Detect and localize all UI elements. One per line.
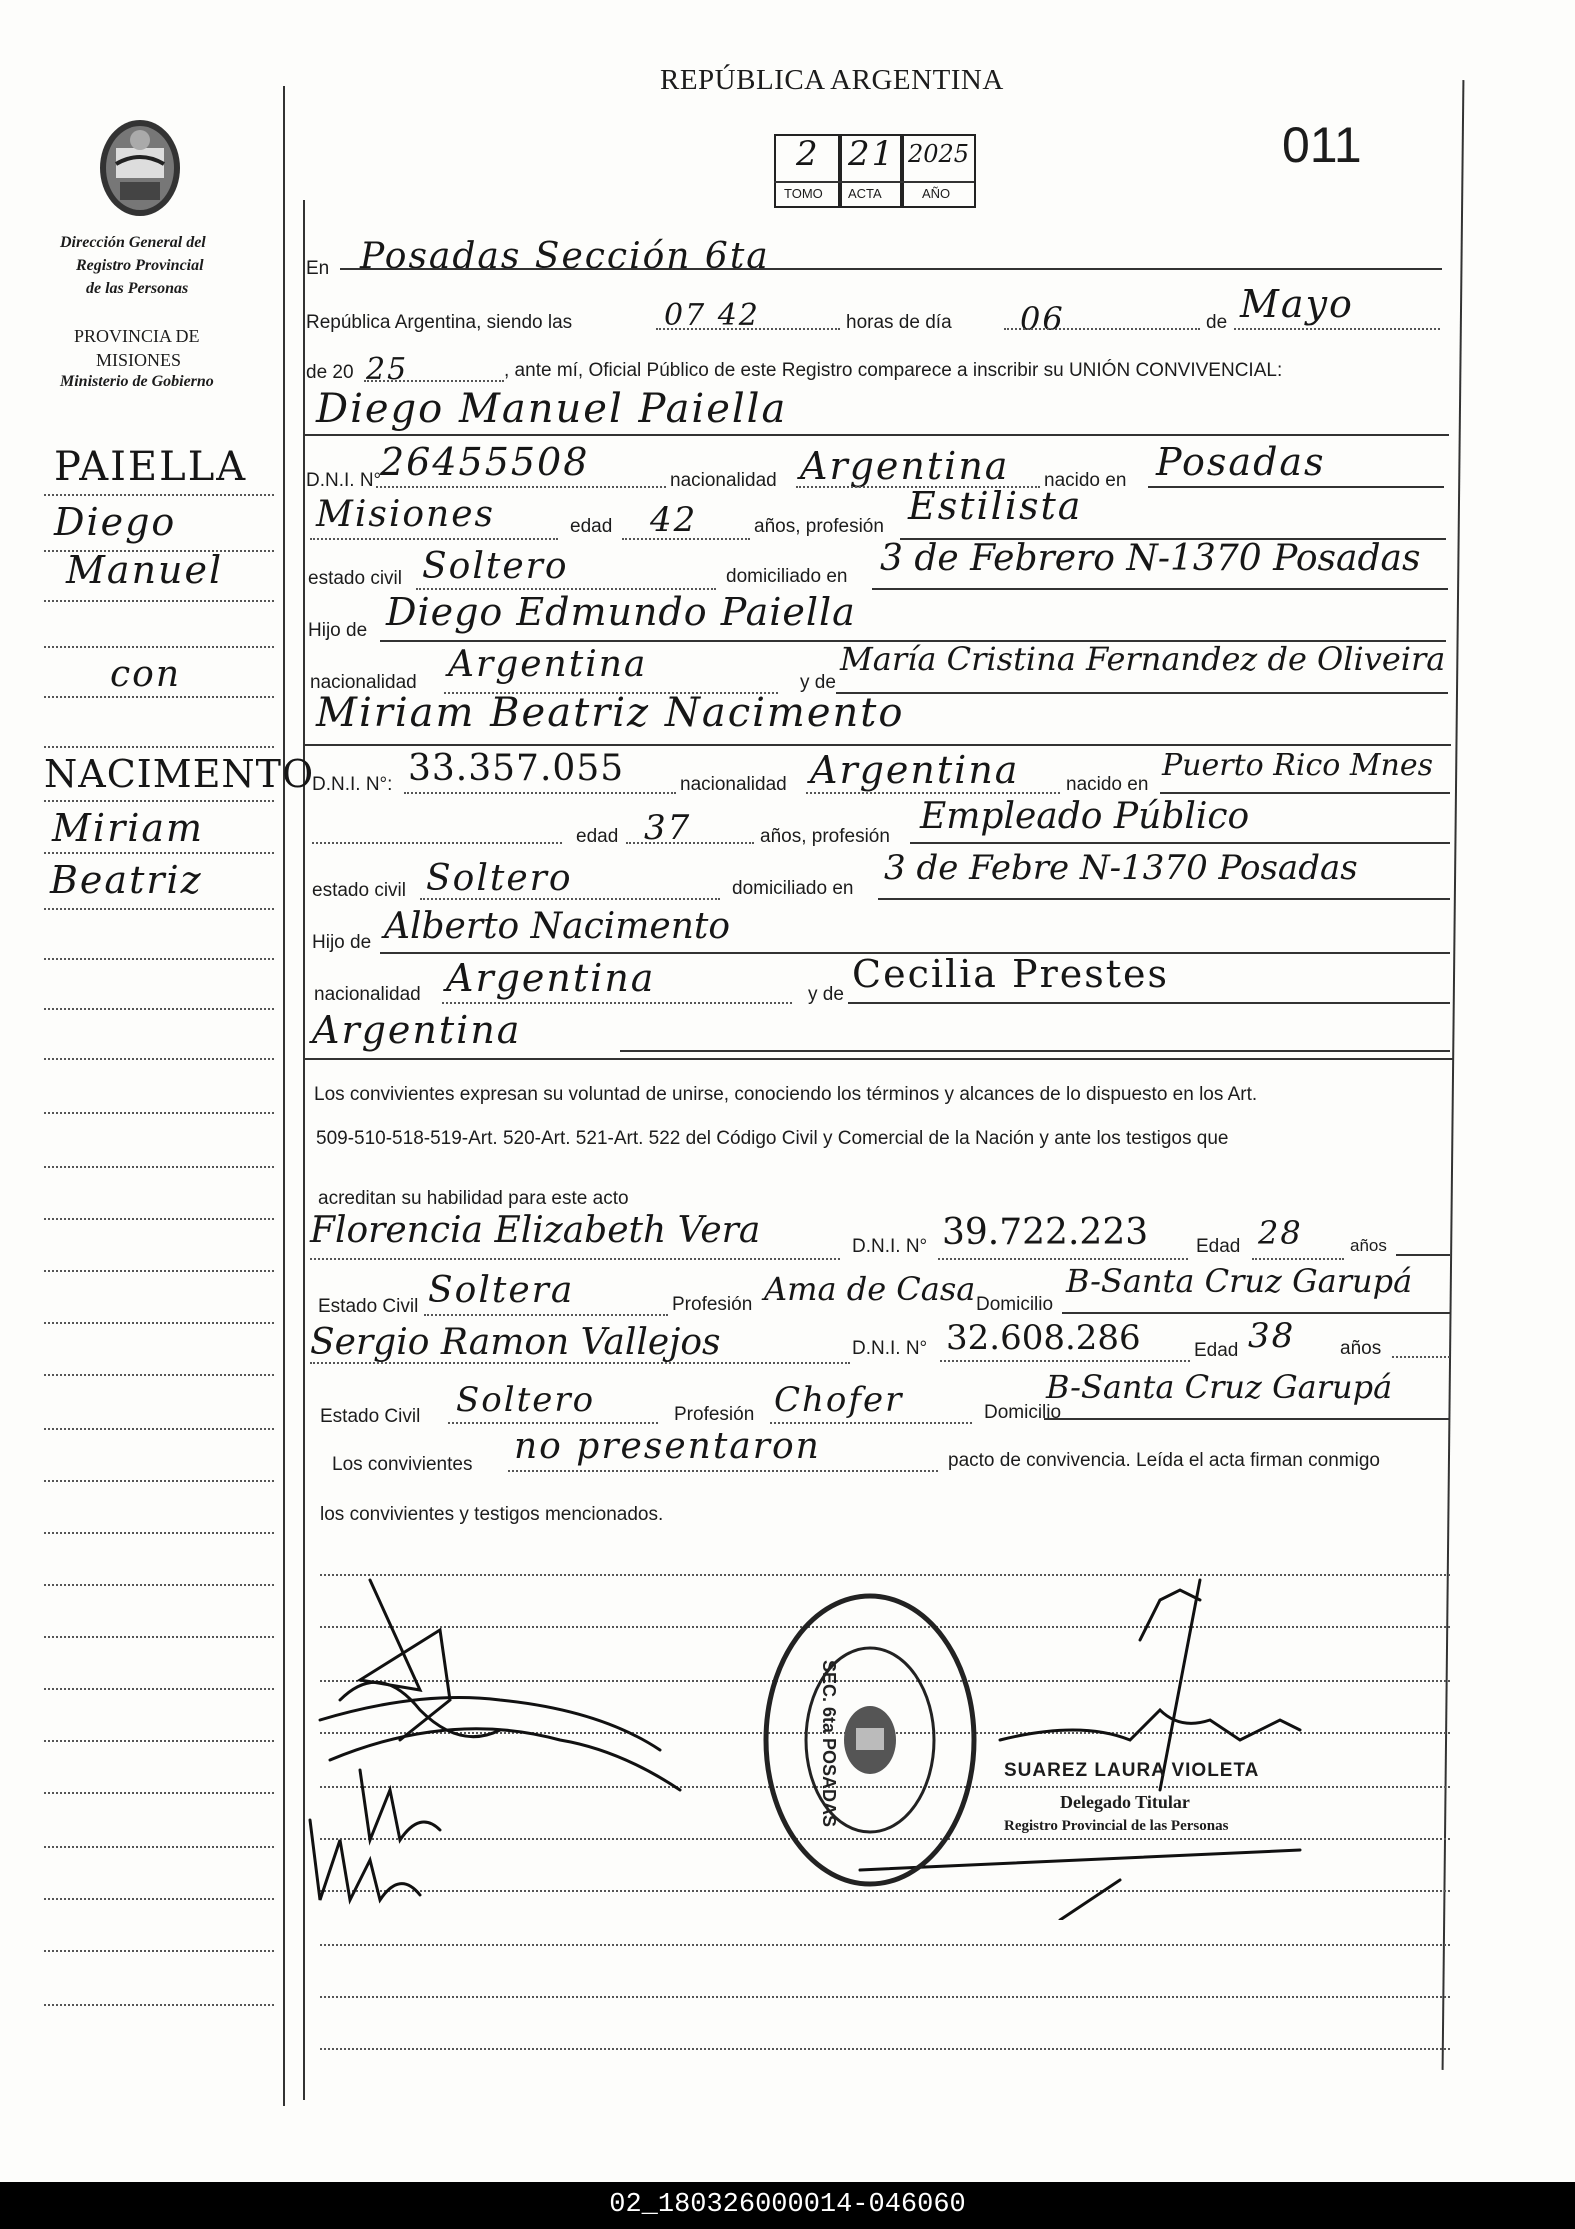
witness2-dom: B-Santa Cruz Garupá — [1046, 1368, 1393, 1406]
person1-padre: Diego Edmundo Paiella — [386, 590, 856, 634]
person1-madre-rule — [836, 692, 1448, 694]
month-rule — [1234, 328, 1440, 330]
witness1-civil: Soltera — [428, 1270, 575, 1311]
person2-civil-rule — [420, 898, 720, 900]
day-rule — [1004, 328, 1200, 330]
sidebar-rule — [44, 696, 274, 698]
person1-nacido-rule — [1148, 486, 1444, 488]
de-label: de — [1206, 312, 1228, 333]
sidebar-rule — [44, 1112, 274, 1114]
person1-nacido-label: nacido en — [1044, 470, 1127, 491]
tomo-label: TOMO — [784, 186, 823, 201]
legal-line3: acreditan su habilidad para este acto — [318, 1188, 629, 1209]
person1-nac: Argentina — [800, 444, 1010, 488]
sidebar-rule — [44, 1950, 274, 1952]
person2-blank-rule — [312, 842, 562, 844]
sidebar-given1b: Manuel — [66, 548, 224, 592]
left-border — [283, 86, 285, 2106]
witness2-anos-label: años — [1340, 1338, 1382, 1359]
witness2-civil-rule — [448, 1422, 658, 1424]
witness1-name: Florencia Elizabeth Vera — [310, 1210, 761, 1251]
person2-dom-rule — [878, 898, 1450, 900]
sidebar-rule — [44, 1740, 274, 1742]
person2-madre-rule — [848, 1002, 1450, 1004]
person2-nac2-label: nacionalidad — [314, 984, 421, 1005]
person1-padre-nac: Argentina — [448, 644, 648, 685]
sidebar-rule — [44, 1270, 274, 1272]
agency-line1: Dirección General del — [60, 234, 206, 251]
person2-prof-rule — [910, 842, 1450, 844]
person2-dni-label: D.N.I. N°: — [312, 774, 393, 795]
person2-prof-label: años, profesión — [760, 826, 890, 847]
person2-prof: Empleado Público — [920, 796, 1250, 837]
ra-label: República Argentina, siendo las — [306, 312, 573, 333]
sidebar-rule — [44, 1322, 274, 1324]
anio-value: 2025 — [908, 140, 970, 168]
person1-hijo-label: Hijo de — [308, 620, 368, 641]
person2-hijo-label: Hijo de — [312, 932, 372, 953]
sidebar-rule — [44, 1218, 274, 1220]
sidebar-surname1: PAIELLA — [54, 444, 248, 490]
witness1-anos-rule — [1396, 1254, 1450, 1256]
witness1-edad: 28 — [1258, 1214, 1303, 1252]
acta-label: ACTA — [848, 186, 882, 201]
closing-conv-value: no presentaron — [514, 1426, 821, 1467]
person2-edad: 37 — [644, 808, 692, 848]
person1-civil: Soltero — [422, 546, 569, 587]
witness1-anos-label: años — [1350, 1236, 1387, 1255]
person2-nacido-rule — [1160, 792, 1450, 794]
sidebar-rule — [44, 958, 274, 960]
year-value: 25 — [366, 352, 409, 387]
person2-nac-label: nacionalidad — [680, 774, 787, 795]
person1-civil-label: estado civil — [308, 568, 402, 589]
sidebar-rule — [44, 2004, 274, 2006]
person2-dom: 3 de Febre N-1370 Posadas — [884, 848, 1358, 888]
section-rule — [303, 434, 1449, 436]
sidebar-rule — [44, 1898, 274, 1900]
person1-prof: Estilista — [908, 484, 1083, 528]
person2-dni: 33.357.055 — [408, 748, 625, 789]
registry-stamp-icon — [760, 1590, 980, 1890]
country-title: REPÚBLICA ARGENTINA — [660, 64, 1004, 96]
sidebar-rule — [44, 1428, 274, 1430]
hour-rule — [656, 328, 840, 330]
sidebar-rule — [44, 746, 274, 748]
person1-nac-label: nacionalidad — [670, 470, 777, 491]
month-value: Mayo — [1240, 282, 1354, 326]
sidebar-rule — [44, 1374, 274, 1376]
tomo-value: 2 — [796, 134, 820, 174]
sidebar-rule — [44, 1480, 274, 1482]
closing-line2: los convivientes y testigos mencionados. — [320, 1504, 664, 1525]
sidebar-rule — [44, 1584, 274, 1586]
person2-padre: Alberto Nacimento — [384, 906, 731, 947]
section-rule — [303, 1058, 1453, 1060]
sidebar-rule — [44, 852, 274, 854]
person1-yde-label: y de — [800, 672, 836, 693]
person2-nacido-label: nacido en — [1066, 774, 1149, 795]
closing-conv-rule — [508, 1470, 938, 1472]
horas-label: horas de día — [846, 312, 952, 333]
person1-nacido2-rule — [310, 538, 558, 540]
act-code: 011 — [1282, 117, 1362, 173]
person2-name: Miriam Beatriz Nacimento — [316, 690, 905, 736]
witness2-dom-label: Domicilio — [984, 1402, 1062, 1423]
sidebar-con: con — [110, 654, 182, 695]
official-role: Delegado Titular — [1060, 1792, 1190, 1812]
document-code: 02_180326000014-046060 — [0, 2182, 1575, 2229]
box-divider — [774, 181, 974, 183]
person2-civil: Soltero — [426, 858, 573, 899]
signature-rule — [320, 2048, 1450, 2050]
person2-nac: Argentina — [810, 748, 1020, 792]
sidebar-rule — [44, 600, 274, 602]
person2-civil-label: estado civil — [312, 880, 406, 901]
person1-dni-rule — [376, 486, 666, 488]
witness2-dni-label: D.N.I. N° — [852, 1338, 928, 1359]
person1-nacido: Posadas — [1156, 440, 1326, 484]
person2-madre-nac: Argentina — [312, 1008, 522, 1052]
person1-dom: 3 de Febrero N-1370 Posadas — [880, 538, 1421, 579]
signature-rule — [320, 1996, 1450, 1998]
witness2-prof-rule — [770, 1422, 972, 1424]
witness2-name: Sergio Ramon Vallejos — [310, 1322, 721, 1363]
person1-nacido2: Misiones — [316, 494, 496, 535]
witness1-dom: B-Santa Cruz Garupá — [1066, 1262, 1413, 1300]
witness1-civil-rule — [424, 1314, 668, 1316]
person2-padre-nac-rule — [442, 1002, 792, 1004]
province-line2: MISIONES — [96, 350, 182, 370]
person1-nac2-label: nacionalidad — [310, 672, 417, 693]
person2-dni-rule — [404, 792, 676, 794]
person1-dom-label: domiciliado en — [726, 566, 848, 587]
sidebar-given1a: Diego — [54, 500, 177, 544]
witness1-dni: 39.722.223 — [942, 1212, 1149, 1253]
acta-value: 21 — [848, 134, 896, 174]
person2-madre-nac-rule — [620, 1050, 1450, 1052]
agency-line3: de las Personas — [86, 280, 189, 297]
witness1-dni-label: D.N.I. N° — [852, 1236, 928, 1257]
witness1-name-rule — [310, 1258, 840, 1260]
sidebar-rule — [44, 1166, 274, 1168]
ante-text: , ante mí, Oficial Público de este Registro comparece a inscribir su UNIÓN CONVIVENCIAL: — [504, 360, 1283, 381]
sidebar-rule — [44, 908, 274, 910]
legal-line2: 509-510-518-519-Art. 520-Art. 521-Art. 522 del Código Civil y Comercial de la Nación y ante los testigos que — [316, 1128, 1229, 1149]
witness2-name-rule — [310, 1362, 850, 1364]
closing-pacto: pacto de convivencia. Leída el acta firman conmigo — [948, 1450, 1380, 1471]
person2-padre-nac: Argentina — [446, 956, 656, 1000]
en-value: Posadas Sección 6ta — [360, 236, 770, 277]
witness1-dom-label: Domicilio — [976, 1294, 1054, 1315]
anio-label: AÑO — [922, 186, 951, 201]
sidebar-given2a: Miriam — [52, 806, 205, 850]
legal-line1: Los convivientes expresan su voluntad de unirse, conociendo los términos y alcances de lo dispuesto en los Art. — [314, 1084, 1258, 1105]
sidebar-rule — [44, 1058, 274, 1060]
person1-edad-label: edad — [570, 516, 613, 537]
en-label: En — [306, 258, 330, 279]
day-value: 06 — [1020, 300, 1065, 338]
witness2-dni-rule — [940, 1360, 1190, 1362]
person1-name: Diego Manuel Paiella — [316, 386, 788, 432]
witness2-dom-rule — [1044, 1418, 1450, 1420]
witness2-edad-label: Edad — [1194, 1340, 1239, 1361]
person1-prof-label: años, profesión — [754, 516, 884, 537]
sidebar-rule — [44, 1846, 274, 1848]
person1-madre: María Cristina Fernandez de Oliveira — [840, 640, 1446, 678]
person1-dni-label: D.N.I. N° — [306, 470, 382, 491]
agency-line2: Registro Provincial — [76, 257, 204, 274]
signature-rule — [320, 1944, 1450, 1946]
sidebar-rule — [44, 646, 274, 648]
en-rule — [340, 268, 1442, 270]
person1-edad-rule — [622, 538, 750, 540]
sidebar-rule — [44, 1792, 274, 1794]
person1-dom-rule — [872, 588, 1448, 590]
person1-edad: 42 — [650, 500, 698, 540]
witness1-dni-rule — [938, 1258, 1188, 1260]
person2-dom-label: domiciliado en — [732, 878, 854, 899]
witness1-edad-rule — [1252, 1258, 1344, 1260]
section-rule — [303, 744, 1451, 746]
witness1-prof: Ama de Casa — [764, 1270, 976, 1308]
year-prefix: de 20 — [306, 362, 354, 383]
witness2-edad: 38 — [1248, 1316, 1296, 1356]
witness1-edad-label: Edad — [1196, 1236, 1241, 1257]
person2-edad-label: edad — [576, 826, 619, 847]
closing-conv-label: Los convivientes — [332, 1454, 473, 1475]
sidebar-rule — [44, 1688, 274, 1690]
official-office: Registro Provincial de las Personas — [1004, 1818, 1229, 1834]
sidebar-rule — [44, 800, 274, 802]
person2-madre: Cecilia Prestes — [852, 952, 1170, 996]
witness1-dom-rule — [1062, 1312, 1450, 1314]
witness2-civil-label: Estado Civil — [320, 1406, 421, 1427]
sidebar-surname2: NACIMENTO — [44, 752, 315, 796]
person1-dni: 26455508 — [380, 440, 590, 484]
witness1-civil-label: Estado Civil — [318, 1296, 419, 1317]
sidebar-rule — [44, 1008, 274, 1010]
person2-nacido: Puerto Rico Mnes — [1162, 748, 1434, 783]
province-line1: PROVINCIA DE — [74, 326, 200, 346]
witness2-civil: Soltero — [456, 1380, 596, 1420]
person2-nac-rule — [806, 792, 1060, 794]
hour-value: 07 42 — [664, 298, 760, 333]
person2-edad-rule — [626, 842, 754, 844]
witness2-prof: Chofer — [774, 1380, 904, 1420]
witness2-prof-label: Profesión — [674, 1404, 755, 1425]
sidebar-rule — [44, 1532, 274, 1534]
witness2-dni: 32.608.286 — [946, 1318, 1141, 1358]
sidebar-given2b: Beatriz — [50, 858, 203, 902]
ministry: Ministerio de Gobierno — [60, 373, 214, 390]
year-rule — [364, 380, 504, 382]
sidebar-rule — [44, 1636, 274, 1638]
witness2-anos-rule — [1392, 1356, 1450, 1358]
official-name: SUAREZ LAURA VIOLETA — [1004, 1760, 1260, 1781]
person2-yde-label: y de — [808, 984, 844, 1005]
province-seal-icon — [92, 110, 188, 220]
sidebar-rule — [44, 494, 274, 496]
witness1-prof-label: Profesión — [672, 1294, 753, 1315]
stamp-inner-text: SEC. 6ta POSADAS — [819, 1660, 839, 1828]
